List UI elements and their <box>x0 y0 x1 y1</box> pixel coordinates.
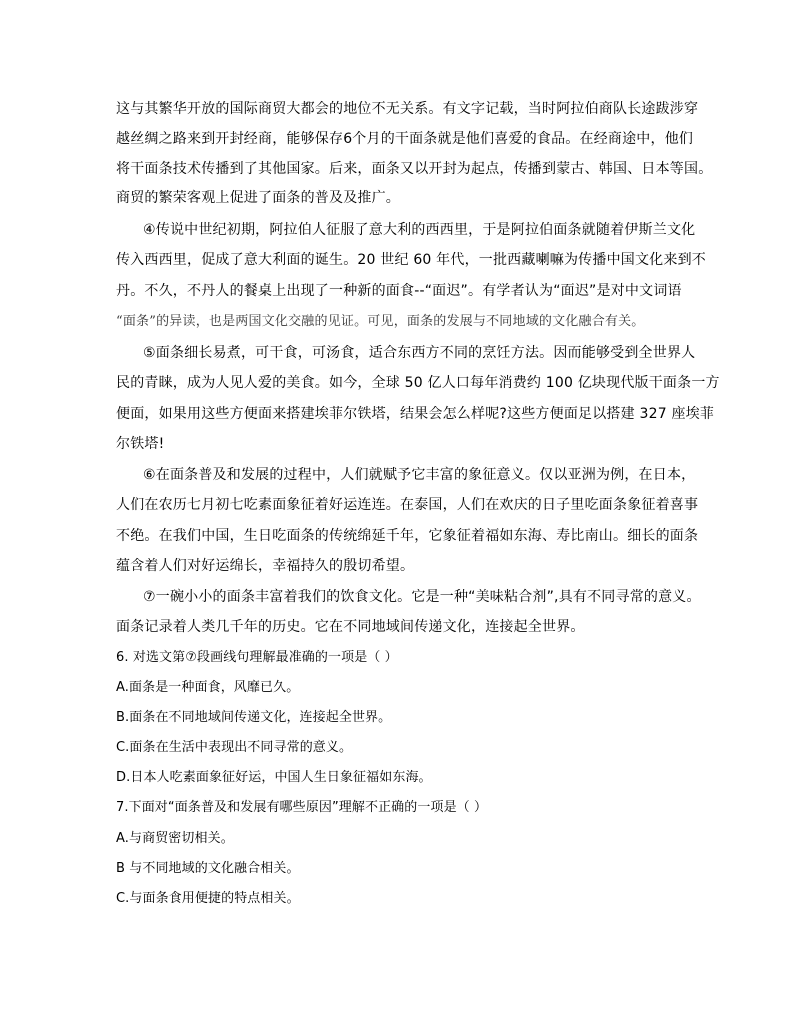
question-7-option-a: A.与商贸密切相关。 <box>116 831 234 846</box>
paragraph-7-line: ⑦一碗小小的面条丰富着我们的饮食文化。它是一种“美味粘合剂”,具有不同寻常的意义。 <box>143 589 701 605</box>
question-7-option-b: B 与不同地域的文化融合相关。 <box>116 861 300 876</box>
passage-line: 尔铁塔! <box>116 436 165 452</box>
passage-line: 传入西西里，促成了意大利面的诞生。20 世纪 60 年代，一批西藏喇嘛为传播中国文化来到不 <box>116 252 706 268</box>
passage-line: 面条记录着人类几千年的历史。它在不同地域间传递文化，连接起全世界。 <box>116 619 585 635</box>
question-6-option-a: A.面条是一种面食，风靡已久。 <box>116 680 300 695</box>
passage-line: 将干面条技术传播到了其他国家。后来，面条又以开封为起点，传播到蒙古、韩国、日本等国。 <box>116 161 713 177</box>
paragraph-5-line: ⑤面条细长易煮，可干食，可汤食，适合东西方不同的烹饪方法。因而能够受到全世界人 <box>143 345 696 361</box>
question-7-stem: 7.下面对“面条普及和发展有哪些原因”理解不正确的一项是（ ） <box>116 800 488 815</box>
question-6-stem: 6. 对选文第⑦段画线句理解最准确的一项是（ ） <box>116 650 398 665</box>
passage-line: 越丝绸之路来到开封经商，能够保存6个月的干面条就是他们喜爱的食品。在经商途中，他们 <box>116 131 694 147</box>
question-6-option-c: C.面条在生活中表现出不同寻常的意义。 <box>116 740 353 755</box>
passage-line: 丹。不久，不丹人的餐桌上出现了一种新的面食--“面迟”。有学者认为“面迟”是对中文词语 <box>116 283 682 299</box>
passage-line: 不绝。在我们中国，生日吃面条的传统绵延千年，它象征着福如东海、寿比南山。细长的面条 <box>116 528 699 544</box>
paragraph-4-line: ④传说中世纪初期，阿拉伯人征服了意大利的西西里，于是阿拉伯面条就随着伊斯兰文化 <box>143 222 696 238</box>
question-6-option-d: D.日本人吃素面象征好运，中国人生日象征福如东海。 <box>116 770 432 785</box>
passage-line: 民的青睐，成为人见人爱的美食。如今，全球 50 亿人口每年消费约 100 亿块现代版干面条一方 <box>116 375 720 391</box>
question-7-option-c: C.与面条食用便捷的特点相关。 <box>116 891 300 906</box>
passage-line: 商贸的繁荣客观上促进了面条的普及及推广。 <box>116 190 400 206</box>
passage-line: “面条”的异读，也是两国文化交融的见证。可见，面条的发展与不同地域的文化融合有关。 <box>116 314 645 329</box>
passage-line: 人们在农历七月初七吃素面象征着好运连连。在泰国，人们在欢庆的日子里吃面条象征着喜事 <box>116 497 699 513</box>
paragraph-6-line: ⑥在面条普及和发展的过程中，人们就赋予它丰富的象征意义。仅以亚洲为例，在日本， <box>143 467 696 483</box>
passage-line: 便面，如果用这些方便面来搭建埃菲尔铁塔，结果会怎么样呢?这些方便面足以搭建 327 座埃菲 <box>116 406 715 422</box>
question-6-option-b: B.面条在不同地域间传递文化，连接起全世界。 <box>116 710 392 725</box>
passage-line: 蕴含着人们对好运绵长，幸福持久的殷切希望。 <box>116 558 415 574</box>
passage-line: 这与其繁华开放的国际商贸大都会的地位不无关系。有文字记载，当时阿拉伯商队长途跋涉穿 <box>116 101 699 117</box>
